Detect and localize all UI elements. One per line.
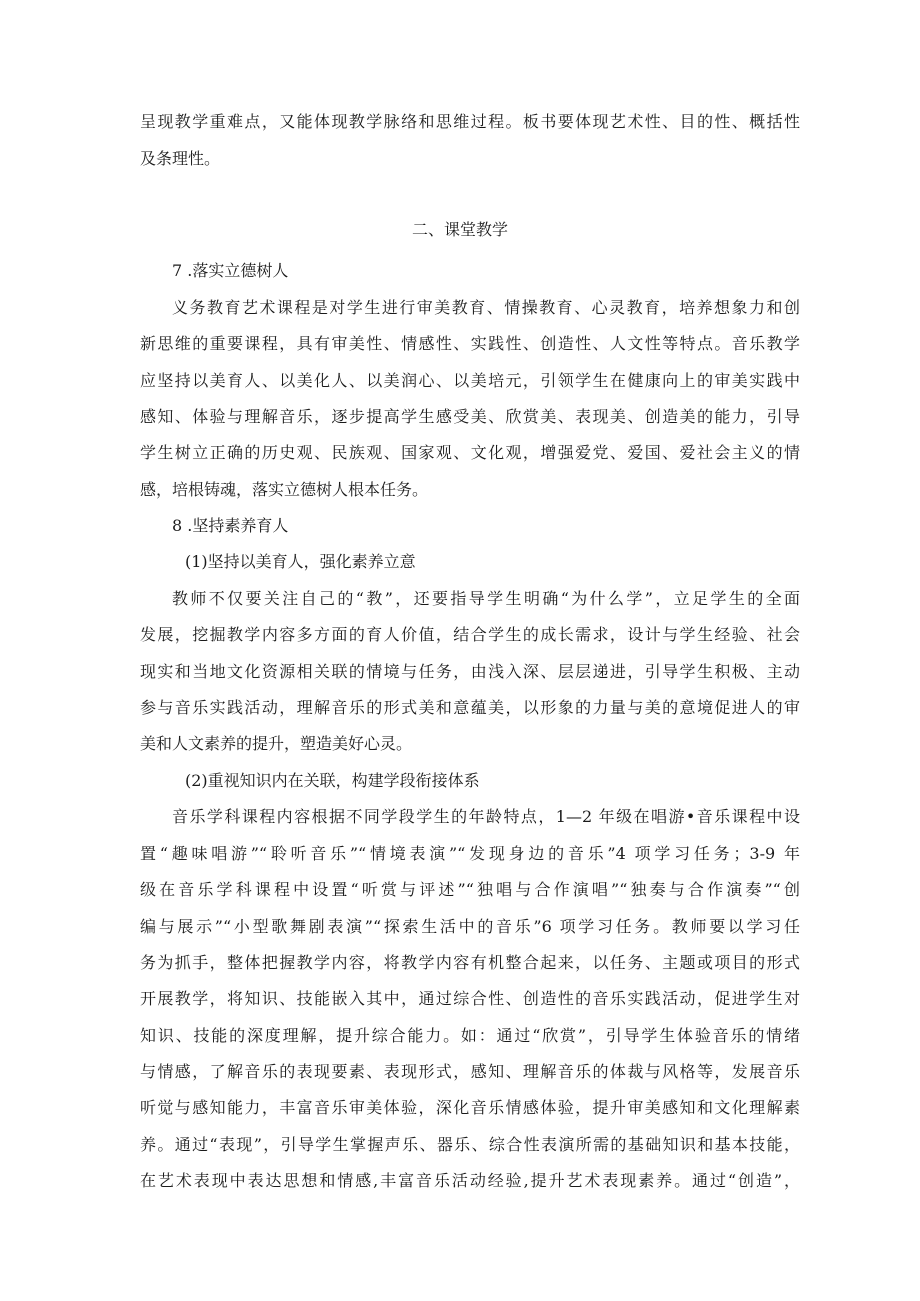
paragraph-line: 音乐学科课程内容根据不同学段学生的年龄特点，1—2 年级在唱游•音乐课程中设 [172, 807, 800, 826]
paragraph-line: 务为抓手，整体把握教学内容，将教学内容有机整合起来，以任务、主题或项目的形式 [140, 953, 800, 972]
paragraph-line: 呈现教学重难点，又能体现教学脉络和思维过程。板书要体现艺术性、目的性、概括性 [140, 112, 800, 131]
paragraph-line: 学生树立正确的历史观、民族观、国家观、文化观，增强爱党、爱国、爱社会主义的情 [140, 443, 800, 462]
paragraph-line: 义务教育艺术课程是对学生进行审美教育、情操教育、心灵教育，培养想象力和创 [172, 298, 800, 317]
item-heading-7: 7 .落实立德树人 [172, 261, 289, 280]
paragraph-line: 养。通过“表现”，引导学生掌握声乐、器乐、综合性表演所需的基础知识和基本技能， [140, 1135, 800, 1154]
paragraph-line: 应坚持以美育人、以美化人、以美润心、以美培元，引领学生在健康向上的审美实践中 [140, 371, 800, 390]
paragraph-line: 现实和当地文化资源相关联的情境与任务，由浅入深、层层递进，引导学生积极、主动 [140, 662, 800, 681]
paragraph-line: 置“趣味唱游”“聆听音乐”“情境表演”“发现身边的音乐”4 项学习任务；3-9 年 [140, 844, 800, 863]
section-title: 二、课堂教学 [411, 220, 508, 239]
paragraph-line: 发展，挖掘教学内容多方面的育人价值，结合学生的成长需求，设计与学生经验、社会 [140, 625, 800, 644]
paragraph-line: 及条理性。 [140, 149, 221, 168]
paragraph-line: 感知、体验与理解音乐，逐步提高学生感受美、欣赏美、表现美、创造美的能力，引导 [140, 407, 800, 426]
item-heading-8: 8 .坚持素养育人 [172, 516, 289, 535]
paragraph-line: 感，培根铸魂，落实立德树人根本任务。 [140, 480, 429, 499]
paragraph-line: 开展教学，将知识、技能嵌入其中，通过综合性、创造性的音乐实践活动，促进学生对 [140, 989, 800, 1008]
paragraph-line: 在艺术表现中表达思想和情感,丰富音乐活动经验,提升艺术表现素养。通过“创造”， [140, 1171, 800, 1190]
paragraph-line: 新思维的重要课程，具有审美性、情感性、实践性、创造性、人文性等特点。音乐教学 [140, 334, 800, 353]
subheading-1: (1)坚持以美育人，强化素养立意 [185, 552, 416, 571]
paragraph-line: 参与音乐实践活动，理解音乐的形式美和意蕴美，以形象的力量与美的意境促进人的审 [140, 698, 800, 717]
paragraph-line: 美和人文素养的提升，塑造美好心灵。 [140, 734, 413, 753]
paragraph-line: 编与展示”“小型歌舞剧表演”“探索生活中的音乐”6 项学习任务。教师要以学习任 [140, 917, 800, 936]
paragraph-line: 知识、技能的深度理解，提升综合能力。如：通过“欣赏”，引导学生体验音乐的情绪 [140, 1026, 800, 1045]
paragraph-line: 级在音乐学科课程中设置“听赏与评述”“独唱与合作演唱”“独奏与合作演奏”“创 [140, 880, 800, 899]
paragraph-line: 听觉与感知能力，丰富音乐审美体验，深化音乐情感体验，提升审美感知和文化理解素 [140, 1098, 800, 1117]
subheading-2: (2)重视知识内在关联，构建学段衔接体系 [185, 771, 480, 790]
paragraph-line: 与情感，了解音乐的表现要素、表现形式，感知、理解音乐的体裁与风格等，发展音乐 [140, 1062, 800, 1081]
paragraph-line: 教师不仅要关注自己的“教”，还要指导学生明确“为什么学”，立足学生的全面 [172, 589, 800, 608]
